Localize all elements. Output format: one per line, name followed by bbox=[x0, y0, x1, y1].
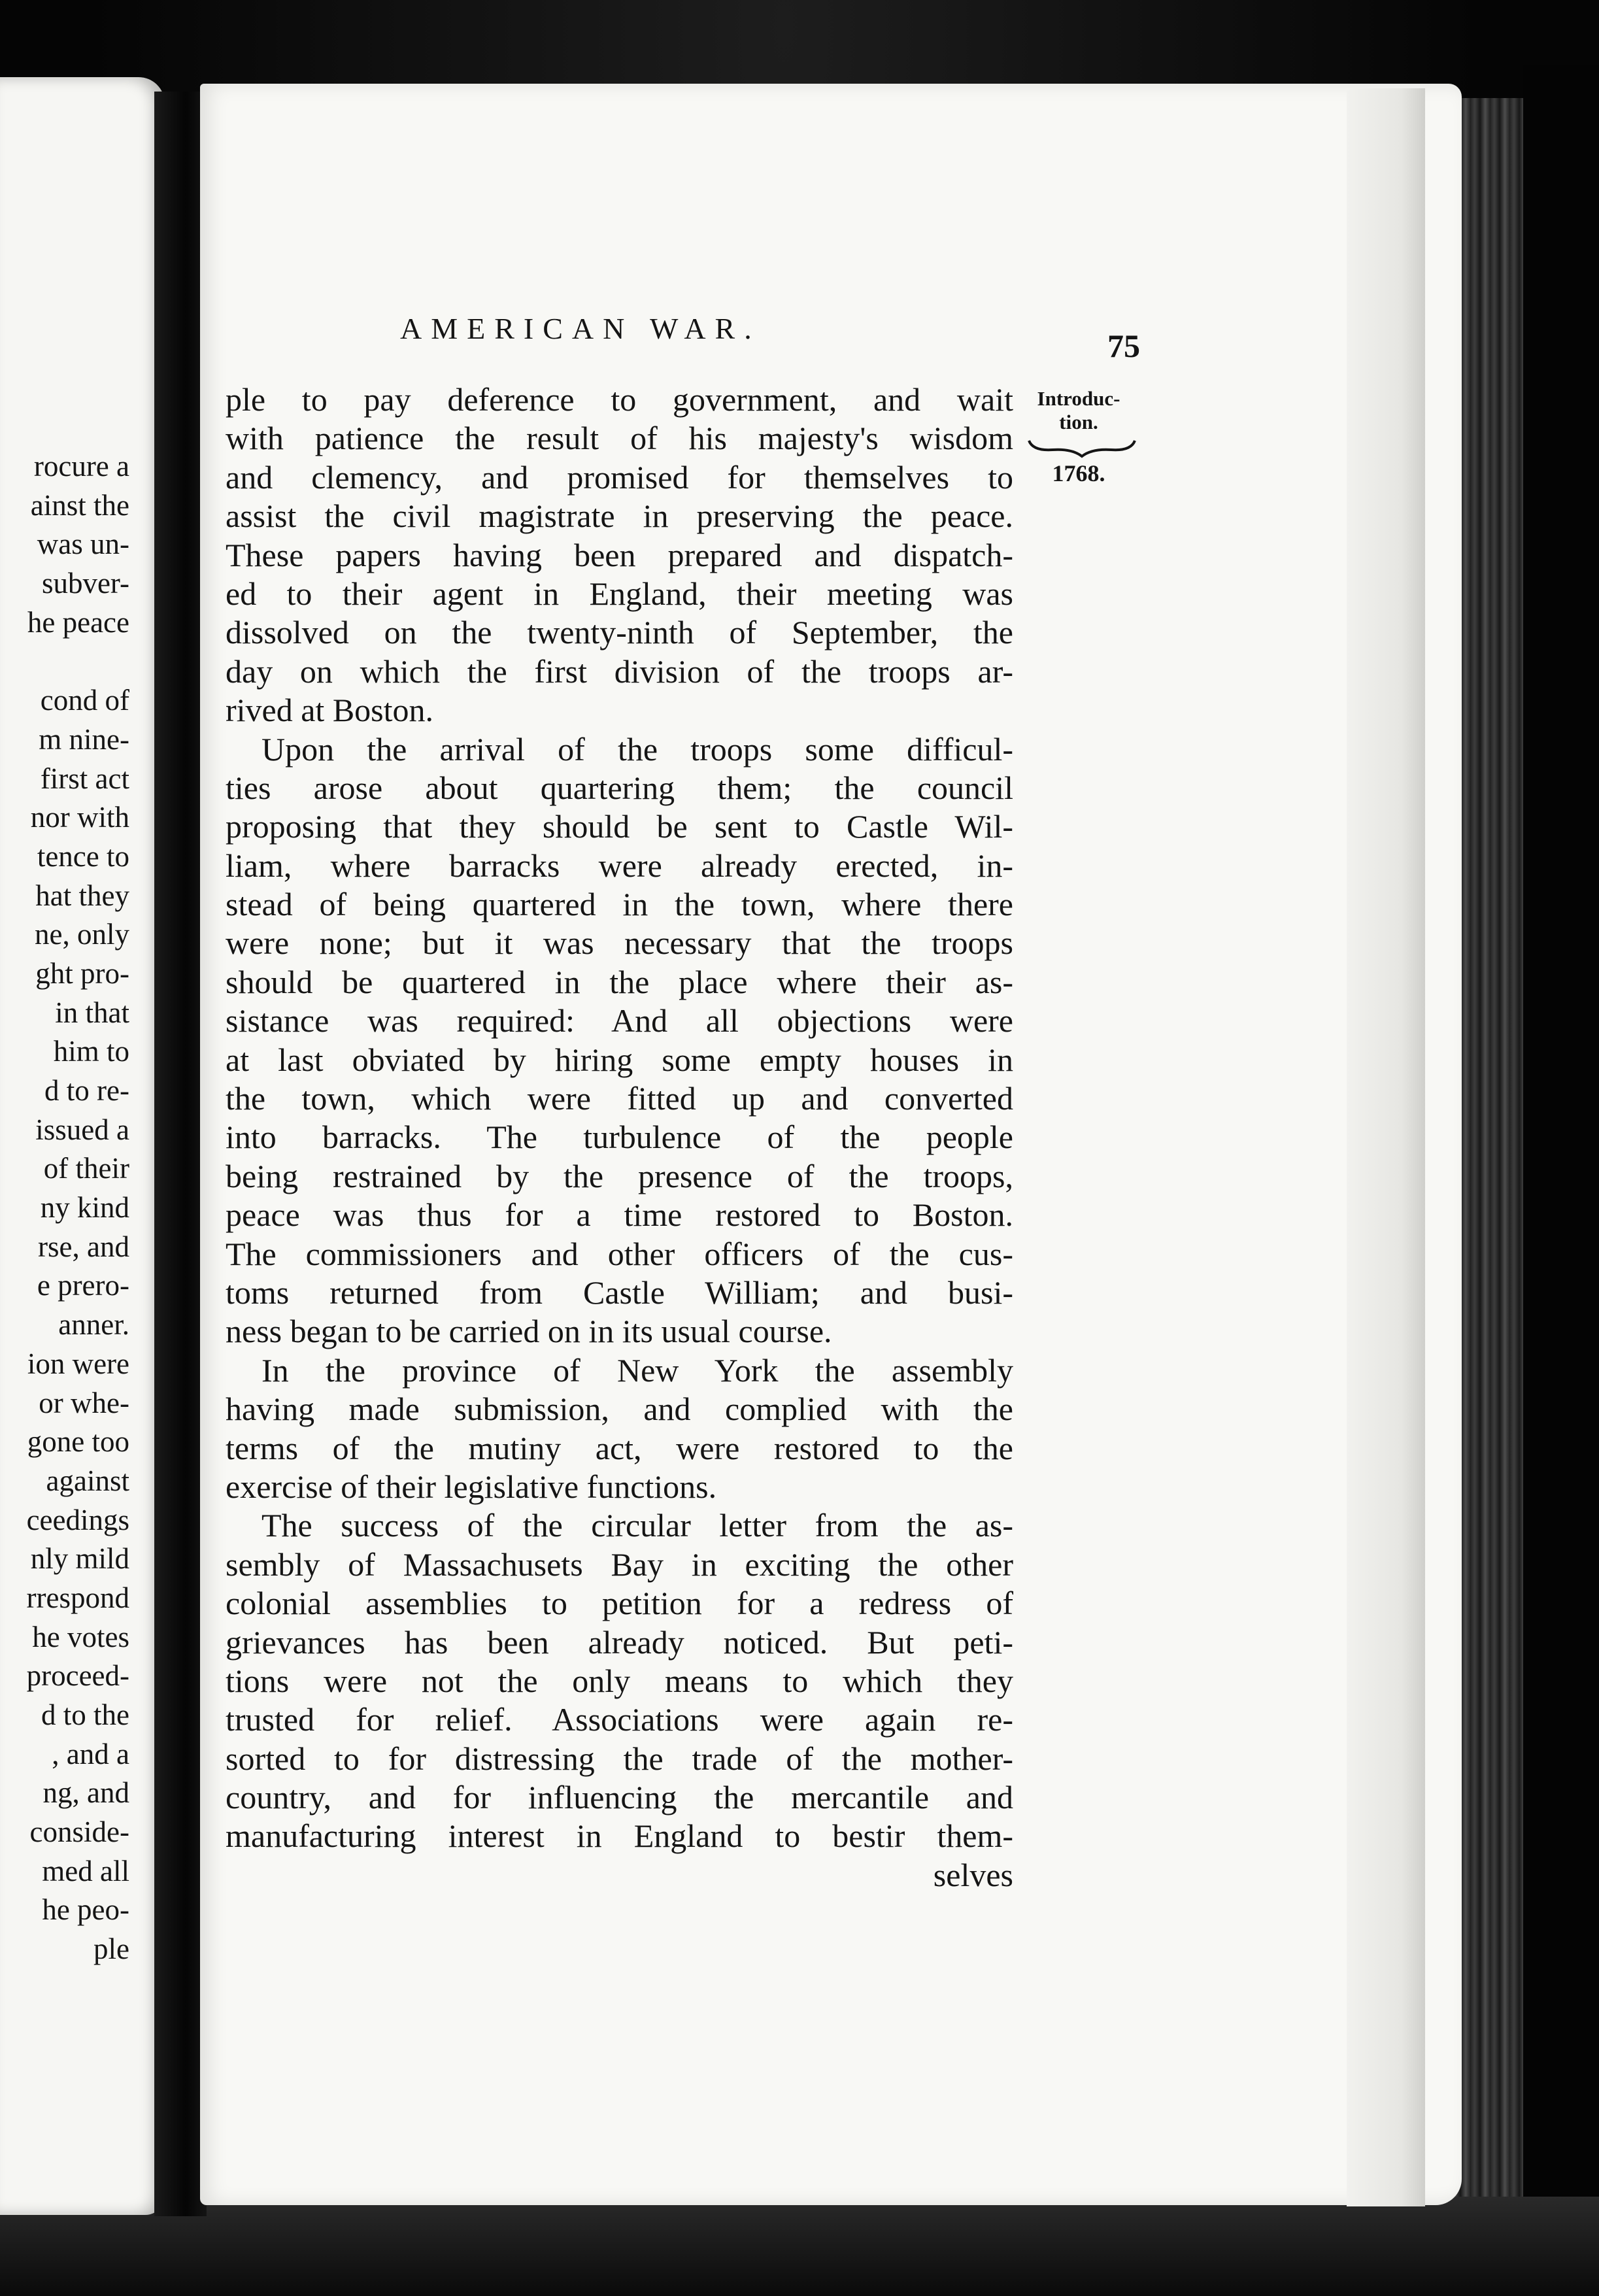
previous-page-line: him to bbox=[53, 1035, 129, 1068]
text-line: exercise of their legislative functions. bbox=[226, 1468, 717, 1505]
previous-page-line: rrespond bbox=[26, 1581, 129, 1614]
previous-page-line: or whe- bbox=[39, 1386, 129, 1419]
previous-page-line: d to re- bbox=[44, 1074, 129, 1107]
previous-page-line: nor with bbox=[30, 801, 129, 834]
text-line: grievances has been already noticed. But peti- bbox=[226, 1623, 1013, 1661]
text-line: ness began to be carried on in its usual course. bbox=[226, 1313, 832, 1350]
previous-page-line: ne, only bbox=[35, 918, 129, 951]
text-line: trusted for relief. Associations were again re- bbox=[226, 1701, 1013, 1738]
previous-page-line: ple bbox=[93, 1933, 129, 1966]
previous-page-line: ainst the bbox=[30, 488, 129, 522]
margin-note-label: Introduc- bbox=[1037, 387, 1120, 410]
previous-page bbox=[0, 77, 165, 2215]
scan-border bbox=[1523, 65, 1599, 2296]
page-number: 75 bbox=[1107, 328, 1140, 364]
previous-page-line: ght pro- bbox=[35, 956, 129, 990]
text-line: having made submission, and complied with the bbox=[226, 1391, 1013, 1428]
previous-page-text bbox=[27, 447, 129, 1969]
text-line: In the province of New York the assembly bbox=[261, 1351, 1013, 1389]
text-line: the town, which were fitted up and converted bbox=[226, 1080, 1013, 1117]
text-line: ties arose about quartering them; the council bbox=[226, 769, 1013, 806]
text-line: ple to pay deference to government, and wait bbox=[226, 381, 1013, 418]
text-line: selves bbox=[933, 1856, 1013, 1893]
text-line: These papers having been prepared and dispatch- bbox=[226, 536, 1013, 573]
margin-note-label-cont: tion. bbox=[1059, 411, 1098, 433]
previous-page-line: , and a bbox=[52, 1737, 129, 1770]
previous-page-line: e prero- bbox=[37, 1269, 129, 1302]
text-line: terms of the mutiny act, were restored to the bbox=[226, 1429, 1013, 1466]
text-line: sistance was required: And all objections were bbox=[226, 1002, 1013, 1039]
text-line: were none; but it was necessary that the troops bbox=[226, 924, 1013, 962]
brace-icon bbox=[1026, 437, 1137, 459]
previous-page-line: hat they bbox=[35, 879, 129, 912]
previous-page-line: subver- bbox=[41, 567, 129, 600]
previous-page-line: first act bbox=[40, 762, 129, 795]
previous-page-line: ion were bbox=[27, 1347, 129, 1380]
previous-page-line: in that bbox=[55, 996, 129, 1029]
previous-page-line: d to the bbox=[41, 1698, 129, 1731]
previous-page-line: proceed- bbox=[26, 1659, 129, 1693]
previous-page-line: med all bbox=[42, 1854, 129, 1887]
text-line: rived at Boston. bbox=[226, 692, 434, 729]
previous-page-line: cond of bbox=[40, 684, 129, 717]
previous-page-line: was un- bbox=[37, 528, 129, 561]
text-line: day on which the first division of the troops ar- bbox=[226, 652, 1013, 690]
previous-page-line: issued a bbox=[35, 1113, 129, 1146]
previous-page-line: anner. bbox=[58, 1308, 129, 1342]
previous-page-line: tence to bbox=[37, 839, 129, 873]
body-text bbox=[226, 380, 1013, 1895]
text-line: at last obviated by hiring some empty houses in bbox=[226, 1041, 1013, 1078]
text-line: should be quartered in the place where their as- bbox=[226, 963, 1013, 1000]
text-line: sorted to for distressing the trade of the mother- bbox=[226, 1740, 1013, 1777]
previous-page-line: conside- bbox=[29, 1815, 129, 1849]
text-line: liam, where barracks were already erected, in- bbox=[226, 847, 1013, 884]
previous-page-line: rocure a bbox=[33, 450, 129, 482]
text-line: Upon the arrival of the troops some difficul- bbox=[261, 730, 1013, 768]
previous-page-line: against bbox=[46, 1464, 129, 1497]
previous-page-line: he peo- bbox=[42, 1893, 129, 1927]
previous-page-line: he peace bbox=[27, 605, 129, 639]
page-edge bbox=[1347, 88, 1425, 2206]
previous-page-line: ny kind bbox=[40, 1191, 129, 1224]
previous-page-line: gone too bbox=[27, 1425, 129, 1459]
previous-page-line bbox=[27, 642, 129, 681]
text-line: proposing that they should be sent to Castle Wil- bbox=[226, 808, 1013, 845]
text-line: The success of the circular letter from the as- bbox=[261, 1507, 1013, 1544]
margin-note-year: 1768. bbox=[1052, 460, 1105, 486]
text-line: colonial assemblies to petition for a redress of bbox=[226, 1585, 1013, 1622]
previous-page-line: nly mild bbox=[30, 1542, 129, 1576]
running-head: AMERICAN WAR. bbox=[400, 312, 761, 345]
previous-page-line: of their bbox=[43, 1152, 129, 1185]
text-line: toms returned from Castle William; and busi- bbox=[226, 1274, 1013, 1311]
scan-bottom-border bbox=[0, 2197, 1599, 2296]
text-line: into barracks. The turbulence of the people bbox=[226, 1119, 1013, 1156]
text-line: sembly of Massachusets Bay in exciting the other bbox=[226, 1545, 1013, 1583]
text-line: tions were not the only means to which they bbox=[226, 1662, 1013, 1699]
previous-page-line: rse, and bbox=[38, 1230, 129, 1263]
text-line: peace was thus for a time restored to Boston. bbox=[226, 1196, 1013, 1234]
text-line: and clemency, and promised for themselves to bbox=[226, 458, 1013, 496]
previous-page-line: he votes bbox=[32, 1620, 129, 1653]
previous-page-line: ceedings bbox=[26, 1503, 129, 1536]
text-line: being restrained by the presence of the troops, bbox=[226, 1157, 1013, 1194]
text-line: stead of being quartered in the town, where there bbox=[226, 886, 1013, 923]
text-line: dissolved on the twenty-ninth of September, the bbox=[226, 614, 1013, 651]
text-line: assist the civil magistrate in preserving the peace. bbox=[226, 498, 1013, 535]
margin-note bbox=[1026, 387, 1131, 485]
text-line: The commissioners and other officers of the cus- bbox=[226, 1235, 1013, 1272]
text-line: with patience the result of his majesty's wisdom bbox=[226, 420, 1013, 457]
text-line: country, and for influencing the mercantile and bbox=[226, 1779, 1013, 1816]
text-line: manufacturing interest in England to bestir them- bbox=[226, 1817, 1013, 1855]
previous-page-line: m nine- bbox=[39, 722, 129, 756]
text-line: ed to their agent in England, their meeting was bbox=[226, 575, 1013, 612]
book-gutter bbox=[154, 92, 207, 2216]
previous-page-line: ng, and bbox=[42, 1776, 129, 1810]
